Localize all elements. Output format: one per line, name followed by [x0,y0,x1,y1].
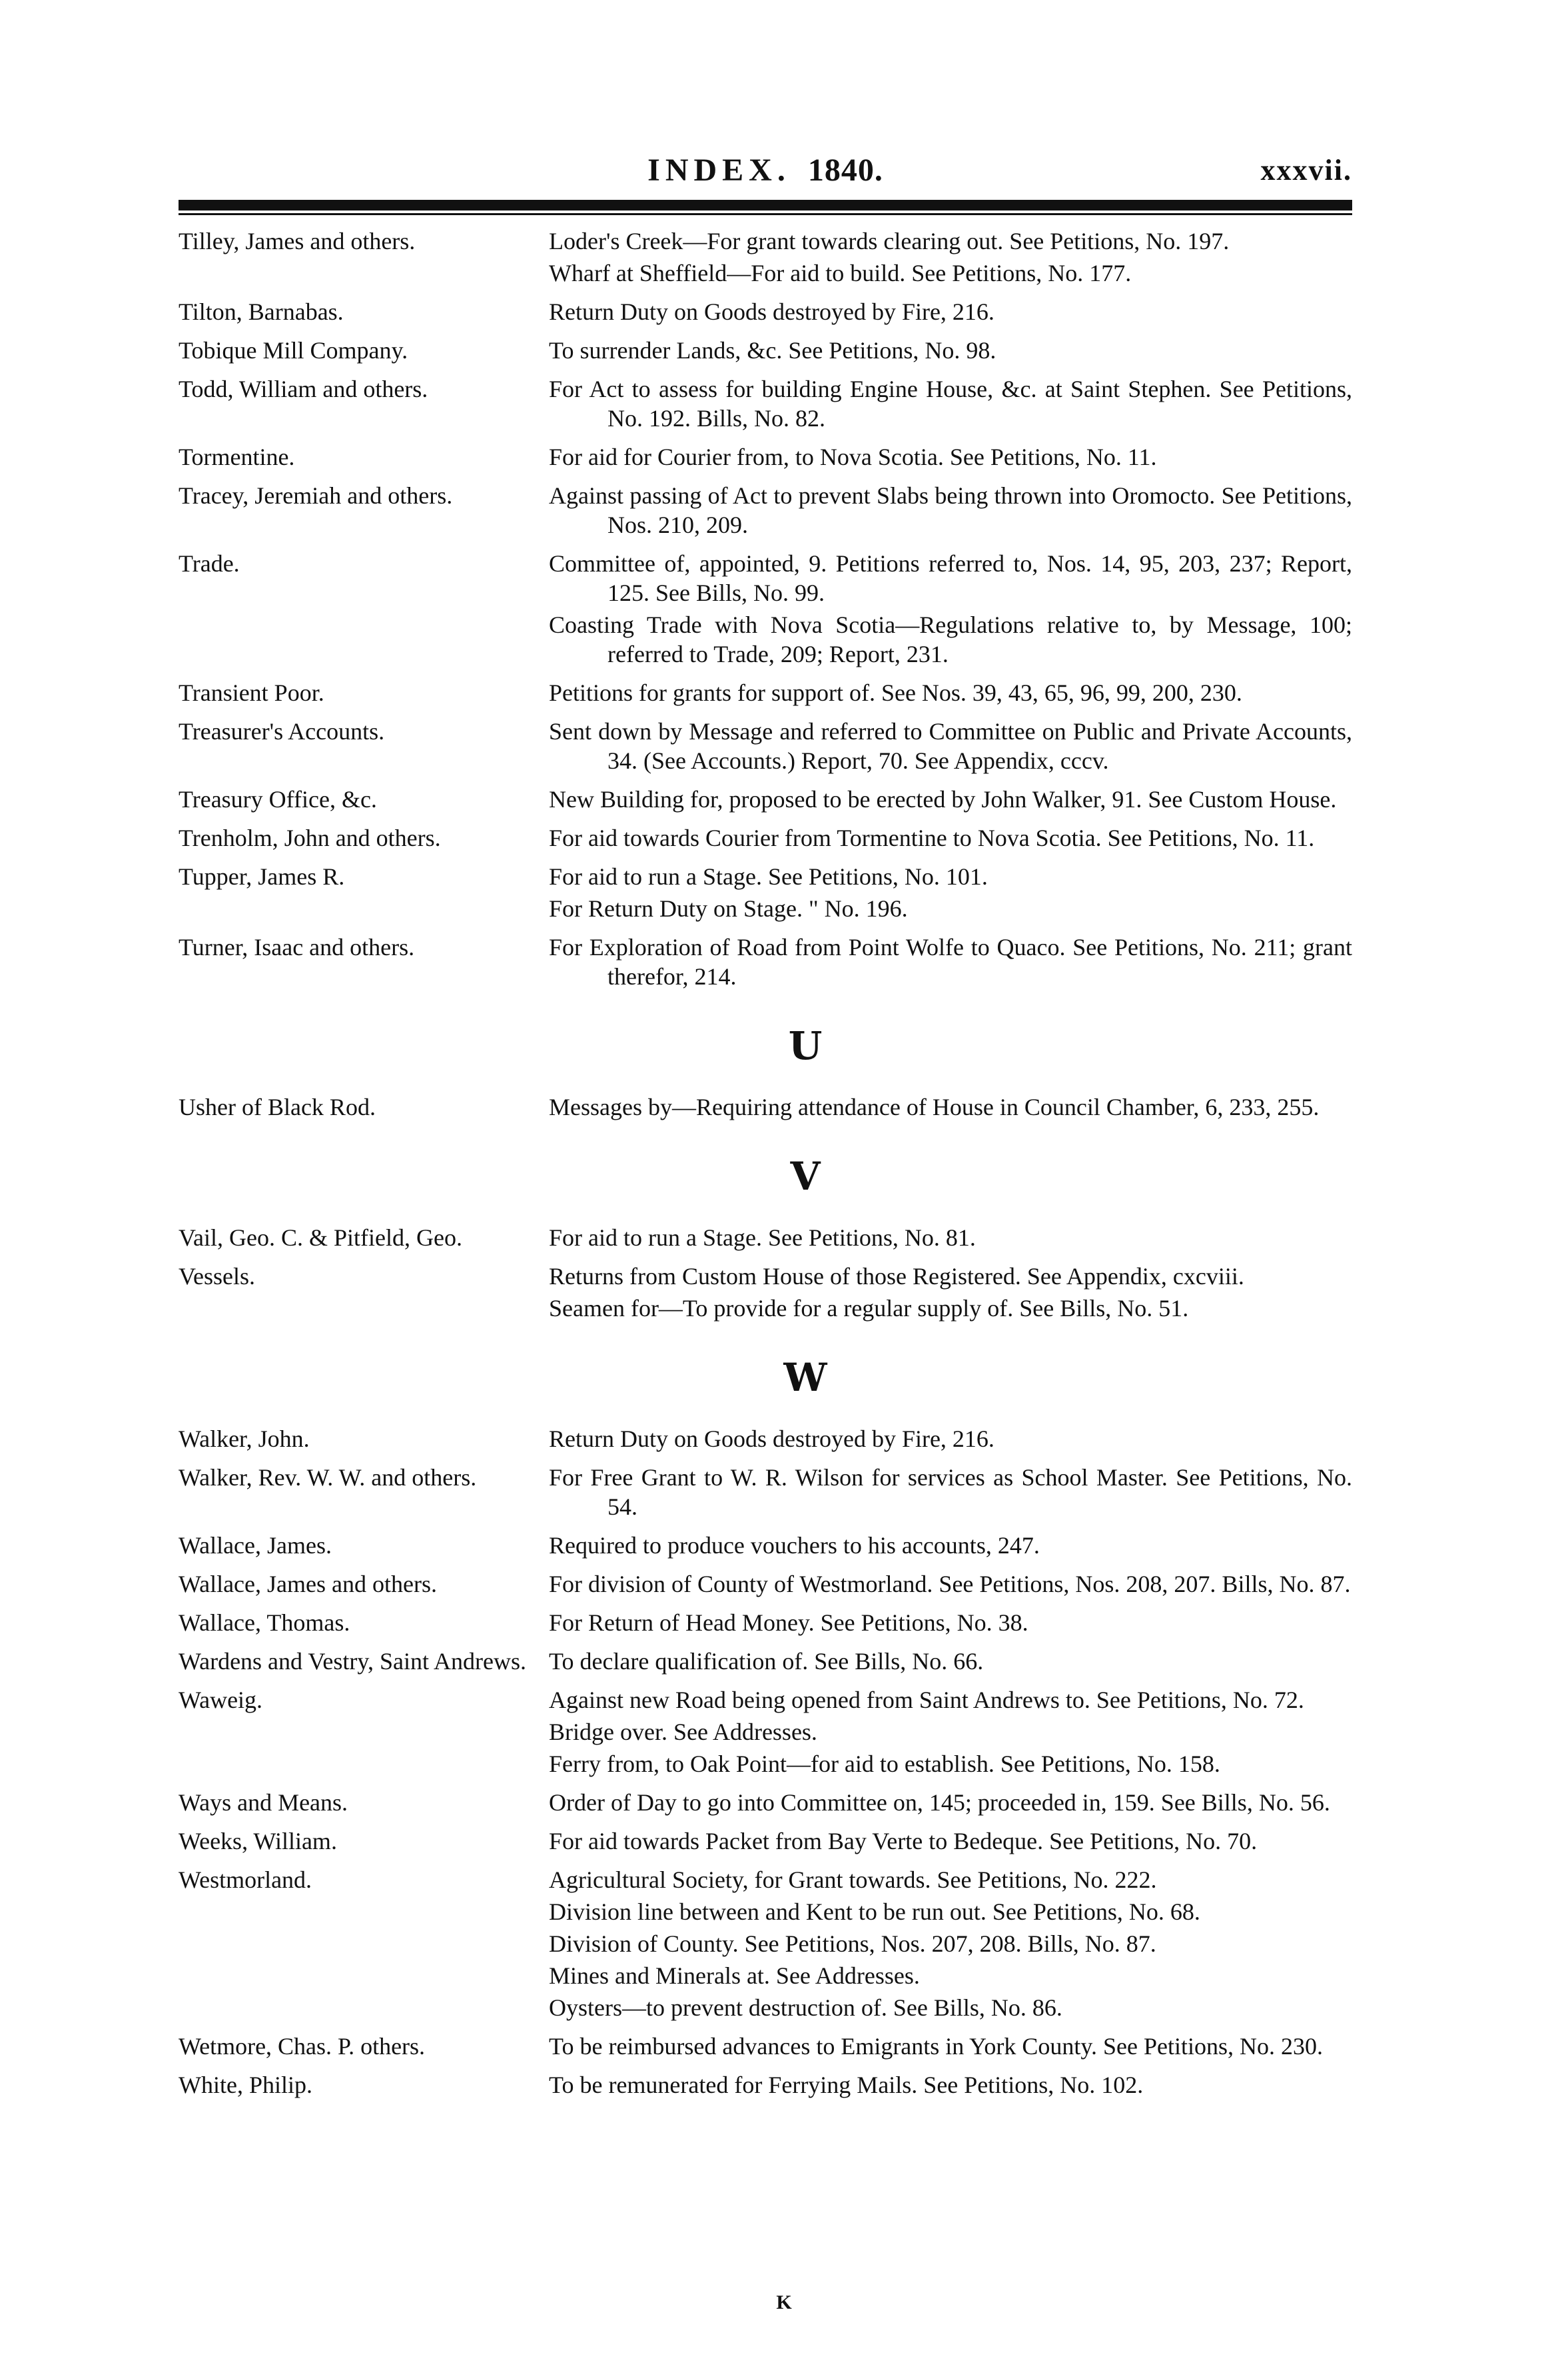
entry-name: White, Philip. [179,2072,312,2098]
index-entry [179,823,1352,853]
index-entry [179,785,1352,814]
entry-reference-line: For Exploration of Road from Point Wolfe to Quaco. See Petitions, No. 211; grant therefor, 214. [549,934,1352,990]
entry-references [549,549,1352,669]
entry-references [549,442,1352,472]
entry-name: Todd, William and others. [179,376,428,402]
entry-name: Turner, Isaac and others. [179,934,415,961]
entry-references [549,1463,1352,1521]
entry-references [549,2070,1352,2100]
index-entry [179,1531,1352,1560]
entry-references [549,1685,1352,1778]
header-rule-thick [179,200,1352,210]
entry-references [549,481,1352,540]
entry-name: Tilley, James and others. [179,228,416,254]
title-word: INDEX. [647,153,791,188]
entry-references [549,1608,1352,1637]
entry-reference-line: For Return of Head Money. See Petitions, No. 38. [549,1609,1028,1636]
index-entry [179,1262,1352,1323]
index-entry [179,678,1352,707]
entry-reference-line: Order of Day to go into Committee on, 145; proceeded in, 159. See Bills, No. 56. [549,1789,1330,1816]
index-entry [179,862,1352,923]
entry-references [549,933,1352,991]
entry-name: Westmorland. [179,1866,312,1893]
entry-name: Wallace, James and others. [179,1571,437,1597]
entry-name: Trenholm, John and others. [179,825,441,851]
entry-reference-line: Messages by—Requiring attendance of House in Council Chamber, 6, 233, 255. [549,1094,1320,1120]
entry-name: Weeks, William. [179,1828,337,1854]
entry-name: Ways and Means. [179,1789,348,1816]
entry-reference-line: Return Duty on Goods destroyed by Fire, 216. [549,298,994,325]
entry-reference-line: For Return Duty on Stage. " No. 196. [549,895,908,922]
entry-references [549,1262,1352,1323]
entry-references [549,823,1352,853]
header-rule-thin [179,213,1352,215]
index-entry [179,1826,1352,1856]
entry-reference-line: Bridge over. See Addresses. [549,1719,817,1745]
entry-name: Waweig. [179,1687,263,1713]
entry-references [549,2032,1352,2061]
entry-name: Wardens and Vestry, Saint Andrews. [179,1648,527,1675]
entry-reference-line: For aid towards Courier from Tormentine to Nova Scotia. See Petitions, No. 11. [549,825,1315,851]
index-entry [179,1223,1352,1252]
entry-reference-line: Oysters—to prevent destruction of. See Bills, No. 86. [549,1994,1062,2021]
index-entry [179,336,1352,365]
entry-reference-line: Returns from Custom House of those Registered. See Appendix, cxcviii. [549,1263,1244,1290]
index-entry [179,1092,1352,1122]
section-letter: U [788,1023,823,1068]
entry-reference-line: For aid to run a Stage. See Petitions, No. 101. [549,863,988,890]
entry-name: Vail, Geo. C. & Pitfield, Geo. [179,1224,462,1251]
entry-reference-line: For aid towards Packet from Bay Verte to Bedeque. See Petitions, No. 70. [549,1828,1258,1854]
index-entry [179,1647,1352,1676]
section-letter: W [783,1355,827,1400]
index-entry [179,297,1352,326]
entry-references [549,297,1352,326]
entry-references [549,1424,1352,1453]
page-title [179,152,1352,189]
entry-name: Usher of Black Rod. [179,1094,376,1120]
index-entry [179,1424,1352,1453]
index-entry [179,1608,1352,1637]
title-year: 1840. [807,153,883,188]
entry-reference-line: For Act to assess for building Engine House, &c. at Saint Stephen. See Petitions, No. 192. Bills, No. 82. [549,376,1352,432]
entry-reference-line: Wharf at Sheffield—For aid to build. See Petitions, No. 177. [549,260,1132,286]
index-entry [179,2032,1352,2061]
index-entry [179,374,1352,433]
index-entry [179,442,1352,472]
entry-reference-line: For Free Grant to W. R. Wilson for services as School Master. See Petitions, No. 54. [549,1464,1352,1520]
entry-references [549,862,1352,923]
entry-reference-line: Division line between and Kent to be run out. See Petitions, No. 68. [549,1898,1200,1925]
entry-references [549,785,1352,814]
entry-references [549,1569,1352,1599]
entry-reference-line: To be remunerated for Ferrying Mails. See Petitions, No. 102. [549,2072,1144,2098]
entry-name: Walker, Rev. W. W. and others. [179,1464,477,1491]
entry-references [549,717,1352,775]
entry-references [549,1647,1352,1676]
entry-name: Treasurer's Accounts. [179,718,385,745]
entry-name: Trade. [179,550,240,577]
entry-references [549,678,1352,707]
entry-reference-line: New Building for, proposed to be erected by John Walker, 91. See Custom House. [549,786,1337,813]
entry-reference-line: To be reimbursed advances to Emigrants in York County. See Petitions, No. 230. [549,2033,1324,2060]
entry-references [549,1531,1352,1560]
entry-reference-line: Mines and Minerals at. See Addresses. [549,1962,920,1989]
entry-reference-line: For division of County of Westmorland. See Petitions, Nos. 208, 207. Bills, No. 87. [549,1571,1351,1597]
index-entry [179,226,1352,288]
index-entry [179,1865,1352,2022]
index-entry [179,2070,1352,2100]
entry-reference-line: To declare qualification of. See Bills, No. 66. [549,1648,984,1675]
signature-mark: K [776,2291,792,2313]
entry-reference-line: Committee of, appointed, 9. Petitions referred to, Nos. 14, 95, 203, 237; Report, 125. See Bills, No. 99. [549,550,1352,606]
entry-reference-line: Sent down by Message and referred to Committee on Public and Private Accounts, 34. (See Accounts.) Report, 70. See Appendix, cccv. [549,718,1352,774]
entry-reference-line: Return Duty on Goods destroyed by Fire, 216. [549,1425,994,1452]
entry-reference-line: Seamen for—To provide for a regular supply of. See Bills, No. 51. [549,1295,1189,1322]
entry-reference-line: Agricultural Society, for Grant towards. See Petitions, No. 222. [549,1866,1157,1893]
entry-name: Treasury Office, &c. [179,786,377,813]
entry-references [549,374,1352,433]
entry-references [549,226,1352,288]
index-entry [179,549,1352,669]
entry-reference-line: For aid for Courier from, to Nova Scotia. See Petitions, No. 11. [549,444,1157,470]
entry-reference-line: Petitions for grants for support of. See Nos. 39, 43, 65, 96, 99, 200, 230. [549,679,1242,706]
entry-name: Tilton, Barnabas. [179,298,344,325]
index-body [179,226,1352,2109]
entry-references [549,1223,1352,1252]
entry-name: Transient Poor. [179,679,324,706]
entry-name: Tormentine. [179,444,295,470]
entry-reference-line: For aid to run a Stage. See Petitions, No. 81. [549,1224,976,1251]
entry-reference-line: Required to produce vouchers to his accounts, 247. [549,1532,1040,1559]
entry-reference-line: Loder's Creek—For grant towards clearing out. See Petitions, No. 197. [549,228,1230,254]
section-letter: V [790,1154,821,1199]
entry-name: Wetmore, Chas. P. others. [179,2033,426,2060]
index-entry [179,1463,1352,1521]
index-entry [179,1685,1352,1778]
index-entry [179,1788,1352,1817]
entry-reference-line: To surrender Lands, &c. See Petitions, No. 98. [549,337,996,364]
entry-references [549,1826,1352,1856]
entry-reference-line: Division of County. See Petitions, Nos. 207, 208. Bills, No. 87. [549,1930,1156,1957]
entry-references [549,336,1352,365]
page-header [179,152,1352,192]
index-entry [179,1569,1352,1599]
entry-name: Walker, John. [179,1425,310,1452]
entry-name: Wallace, Thomas. [179,1609,350,1636]
entry-name: Tupper, James R. [179,863,345,890]
entry-name: Wallace, James. [179,1532,332,1559]
entry-reference-line: Coasting Trade with Nova Scotia—Regulations relative to, by Message, 100; referred to Trade, 209; Report, 231. [549,611,1352,667]
page-number: xxxvii. [1260,154,1352,187]
entry-reference-line: Against passing of Act to prevent Slabs being thrown into Oromocto. See Petitions, Nos. 210, 209. [549,482,1352,538]
entry-references [549,1092,1352,1122]
entry-name: Vessels. [179,1263,255,1290]
entry-reference-line: Ferry from, to Oak Point—for aid to establish. See Petitions, No. 158. [549,1751,1220,1777]
entry-name: Tracey, Jeremiah and others. [179,482,453,509]
entry-reference-line: Against new Road being opened from Saint Andrews to. See Petitions, No. 72. [549,1687,1304,1713]
index-entry [179,933,1352,991]
entry-name: Tobique Mill Company. [179,337,408,364]
entry-references [549,1865,1352,2022]
index-entry [179,717,1352,775]
index-entry [179,481,1352,540]
entry-references [549,1788,1352,1817]
